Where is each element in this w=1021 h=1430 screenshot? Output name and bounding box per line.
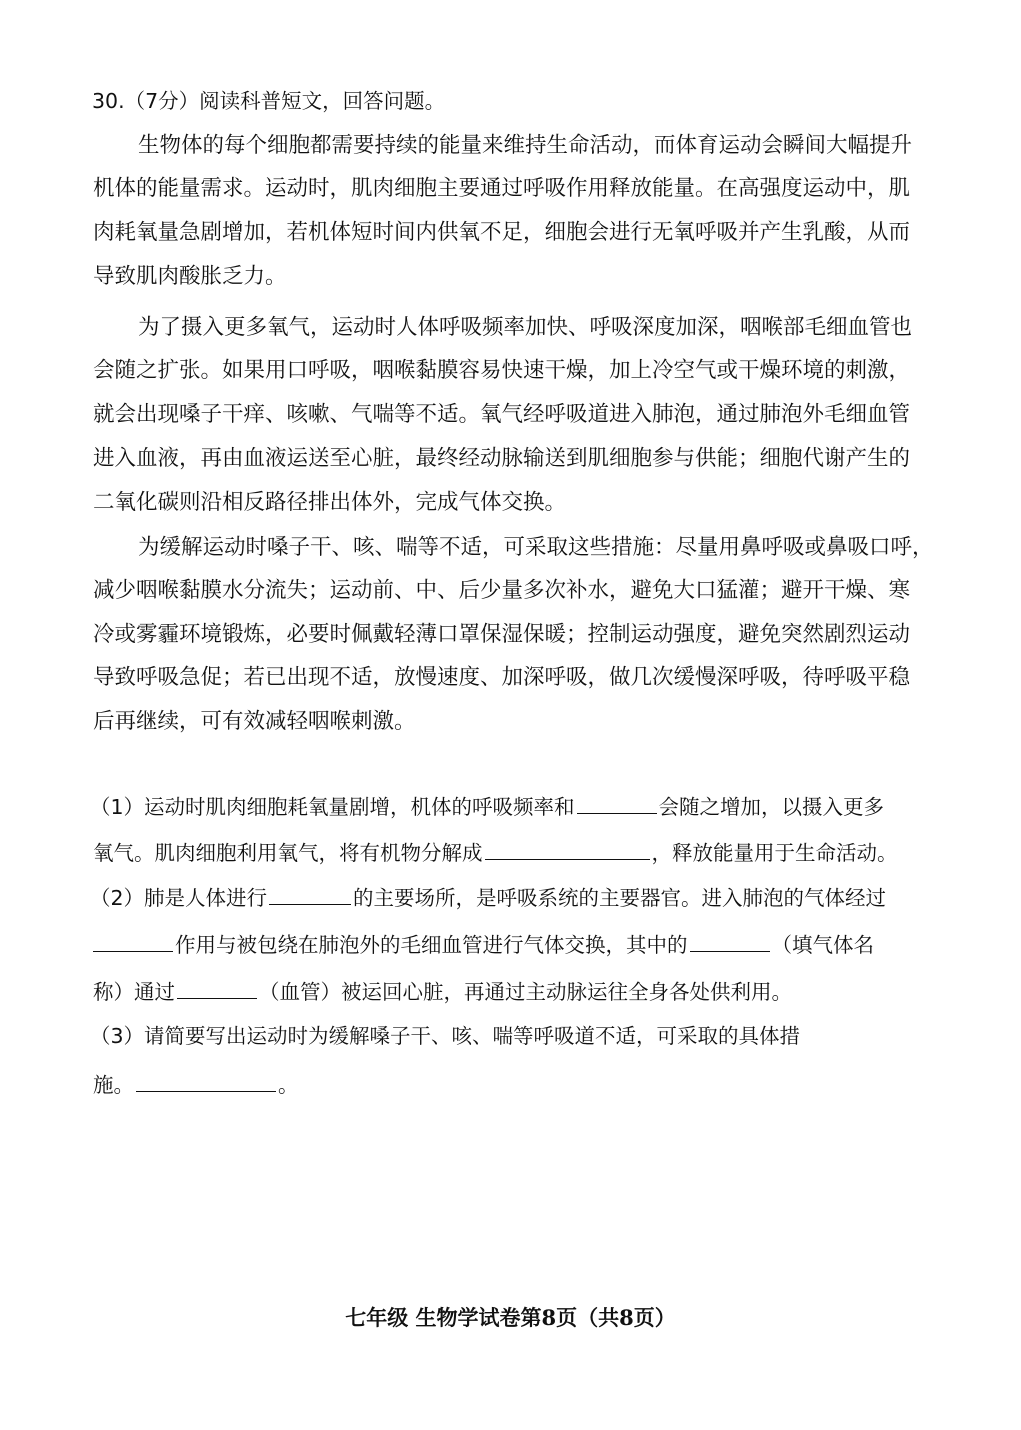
passage-line: 就会出现嗓子干痒、咳嗽、气喘等不适。氧气经呼吸道进入肺泡，通过肺泡外毛细血管 [93,402,911,427]
passage-line: 进入血液，再由血液运送至心脏，最终经动脉输送到肌细胞参与供能；细胞代谢产生的 [93,446,911,471]
question-3-line-2: 施。 。 [93,1069,299,1100]
passage-line: 机体的能量需求。运动时，肌肉细胞主要通过呼吸作用释放能量。在高强度运动中，肌 [93,176,911,201]
answer-blank[interactable] [136,1069,276,1092]
question-header: 30.（7分）阅读科普短文，回答问题。 [92,89,446,113]
passage-line: 为缓解运动时嗓子干、咳、喘等不适，可采取这些措施：尽量用鼻呼吸或鼻吸口呼， [138,535,934,560]
question-2-line-1: （2）肺是人体进行 的主要场所，是呼吸系统的主要器官。进入肺泡的气体经过 [90,882,886,913]
answer-blank[interactable] [577,791,657,814]
passage-line: 二氧化碳则沿相反路径排出体外，完成气体交换。 [93,490,567,515]
passage-line: 导致肌肉酸胀乏力。 [93,264,287,289]
answer-blank[interactable] [485,837,650,860]
question-2-line-2: 作用与被包绕在肺泡外的毛细血管进行气体交换，其中的 （填气体名 [93,929,874,960]
passage-line: 导致呼吸急促；若已出现不适，放慢速度、加深呼吸，做几次缓慢深呼吸，待呼吸平稳 [93,665,911,690]
passage-line: 减少咽喉黏膜水分流失；运动前、中、后少量多次补水，避免大口猛灌；避开干燥、寒 [93,578,911,603]
passage-line: 生物体的每个细胞都需要持续的能量来维持生命活动，而体育运动会瞬间大幅提升 [138,133,913,158]
question-2-line-3: 称）通过 （血管）被运回心脏，再通过主动脉运往全身各处供利用。 [93,976,792,1007]
passage-line: 肉耗氧量急剧增加，若机体短时间内供氧不足，细胞会进行无氧呼吸并产生乳酸，从而 [93,220,911,245]
question-1-line-1: （1）运动时肌肉细胞耗氧量剧增，机体的呼吸频率和 会随之增加，以摄入更多 [90,791,884,822]
page-footer: 七年级 生物学试卷第8页（共8页） [345,1305,676,1330]
question-1-line-2: 氧气。肌肉细胞利用氧气，将有机物分解成 ，释放能量用于生命活动。 [93,837,898,868]
answer-blank[interactable] [177,976,257,999]
answer-blank[interactable] [690,929,770,952]
passage-line: 为了摄入更多氧气，运动时人体呼吸频率加快、呼吸深度加深，咽喉部毛细血管也 [138,315,913,340]
question-3-line-1: （3）请简要写出运动时为缓解嗓子干、咳、喘等呼吸道不适，可采取的具体措 [90,1024,801,1048]
answer-blank[interactable] [269,882,351,905]
passage-line: 冷或雾霾环境锻炼，必要时佩戴轻薄口罩保湿保暖；控制运动强度，避免突然剧烈运动 [93,622,911,647]
passage-line: 后再继续，可有效减轻咽喉刺激。 [93,709,416,734]
passage-line: 会随之扩张。如果用口呼吸，咽喉黏膜容易快速干燥，加上冷空气或干燥环境的刺激， [93,358,911,383]
answer-blank[interactable] [93,929,173,952]
